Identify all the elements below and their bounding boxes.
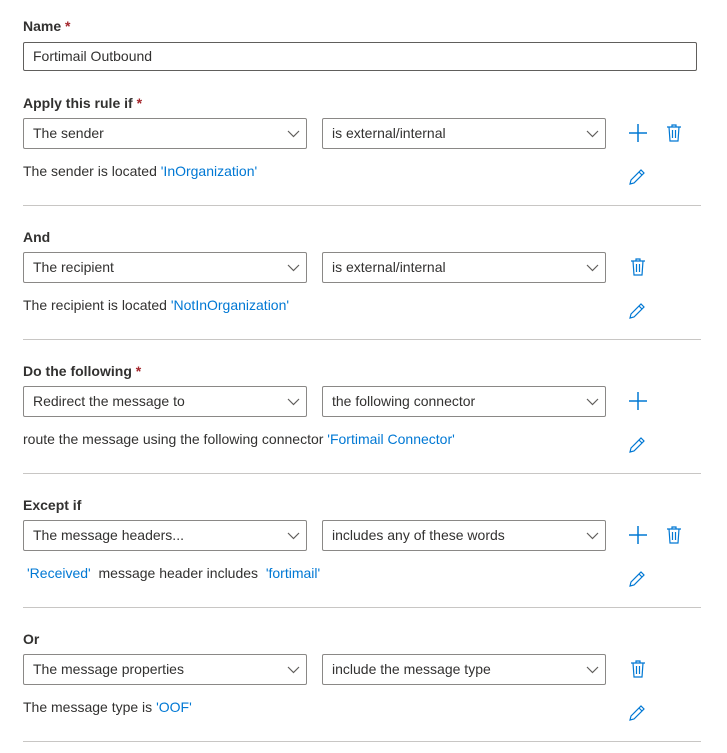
or-label-text: Or <box>23 631 40 647</box>
chevron-down-icon <box>287 395 300 408</box>
chevron-down-icon <box>287 261 300 274</box>
pencil-icon[interactable] <box>627 703 647 723</box>
name-label <box>23 18 70 34</box>
or-property-value: The message properties <box>33 661 184 677</box>
action-operator-dropdown[interactable] <box>322 386 606 417</box>
pencil-icon[interactable] <box>627 435 647 455</box>
section-divider <box>23 607 701 608</box>
condition-operator-dropdown[interactable] <box>322 118 606 149</box>
and-operator-value: is external/internal <box>332 259 446 275</box>
exception-header-link[interactable]: 'Received' <box>27 565 91 581</box>
description-text: route the message using the following connector <box>23 431 328 447</box>
action-property-dropdown[interactable] <box>23 386 307 417</box>
pencil-icon[interactable] <box>627 569 647 589</box>
or-description <box>23 699 192 715</box>
trash-icon[interactable] <box>628 659 648 679</box>
section-divider <box>23 339 701 340</box>
or-label <box>23 631 39 647</box>
chevron-down-icon <box>586 529 599 542</box>
chevron-down-icon <box>586 261 599 274</box>
condition-operator-value: is external/internal <box>332 125 446 141</box>
or-operator-value: include the message type <box>332 661 491 677</box>
chevron-down-icon <box>586 127 599 140</box>
plus-icon[interactable] <box>628 391 648 411</box>
exception-operator-dropdown[interactable] <box>322 520 606 551</box>
section-divider <box>23 473 701 474</box>
pencil-icon[interactable] <box>627 167 647 187</box>
condition-label-text: Apply this rule if <box>23 95 133 111</box>
chevron-down-icon <box>287 529 300 542</box>
required-mark: * <box>135 363 142 379</box>
pencil-icon[interactable] <box>627 301 647 321</box>
trash-icon[interactable] <box>628 257 648 277</box>
and-operator-dropdown[interactable] <box>322 252 606 283</box>
condition-property-dropdown[interactable] <box>23 118 307 149</box>
description-text: The recipient is located <box>23 297 171 313</box>
chevron-down-icon <box>287 127 300 140</box>
or-value-link[interactable]: 'OOF' <box>156 699 192 715</box>
and-value-link[interactable]: 'NotInOrganization' <box>170 297 290 313</box>
and-description <box>23 297 289 313</box>
and-label-text: And <box>23 229 51 245</box>
action-description <box>23 431 455 447</box>
plus-icon[interactable] <box>628 123 648 143</box>
action-property-value: Redirect the message to <box>33 393 185 409</box>
exception-label <box>23 497 81 513</box>
and-property-dropdown[interactable] <box>23 252 307 283</box>
exception-words-link[interactable]: 'fortimail' <box>265 565 321 581</box>
exception-property-dropdown[interactable] <box>23 520 307 551</box>
and-property-value: The recipient <box>33 259 114 275</box>
section-divider <box>23 741 701 742</box>
action-label-text: Do the following <box>23 363 132 379</box>
exception-label-text: Except if <box>23 497 82 513</box>
condition-description <box>23 163 257 179</box>
and-label <box>23 229 50 245</box>
trash-icon[interactable] <box>664 123 684 143</box>
or-property-dropdown[interactable] <box>23 654 307 685</box>
exception-property-value: The message headers... <box>33 527 184 543</box>
or-operator-dropdown[interactable] <box>322 654 606 685</box>
trash-icon[interactable] <box>664 525 684 545</box>
action-operator-value: the following connector <box>332 393 476 409</box>
description-text: The sender is located <box>23 163 161 179</box>
description-text: message header includes <box>90 565 266 581</box>
exception-operator-value: includes any of these words <box>332 527 505 543</box>
condition-property-value: The sender <box>33 125 104 141</box>
section-divider <box>23 205 701 206</box>
name-label-text: Name <box>23 18 62 34</box>
condition-label <box>23 95 142 111</box>
plus-icon[interactable] <box>628 525 648 545</box>
action-value-link[interactable]: 'Fortimail Connector' <box>327 431 455 447</box>
chevron-down-icon <box>586 663 599 676</box>
description-text: The message type is <box>23 699 157 715</box>
required-mark: * <box>136 95 143 111</box>
action-label <box>23 363 141 379</box>
chevron-down-icon <box>586 395 599 408</box>
condition-value-link[interactable]: 'InOrganization' <box>160 163 258 179</box>
exception-description <box>27 565 320 581</box>
name-input[interactable]: Fortimail Outbound <box>23 42 697 71</box>
chevron-down-icon <box>287 663 300 676</box>
required-mark: * <box>65 18 71 34</box>
